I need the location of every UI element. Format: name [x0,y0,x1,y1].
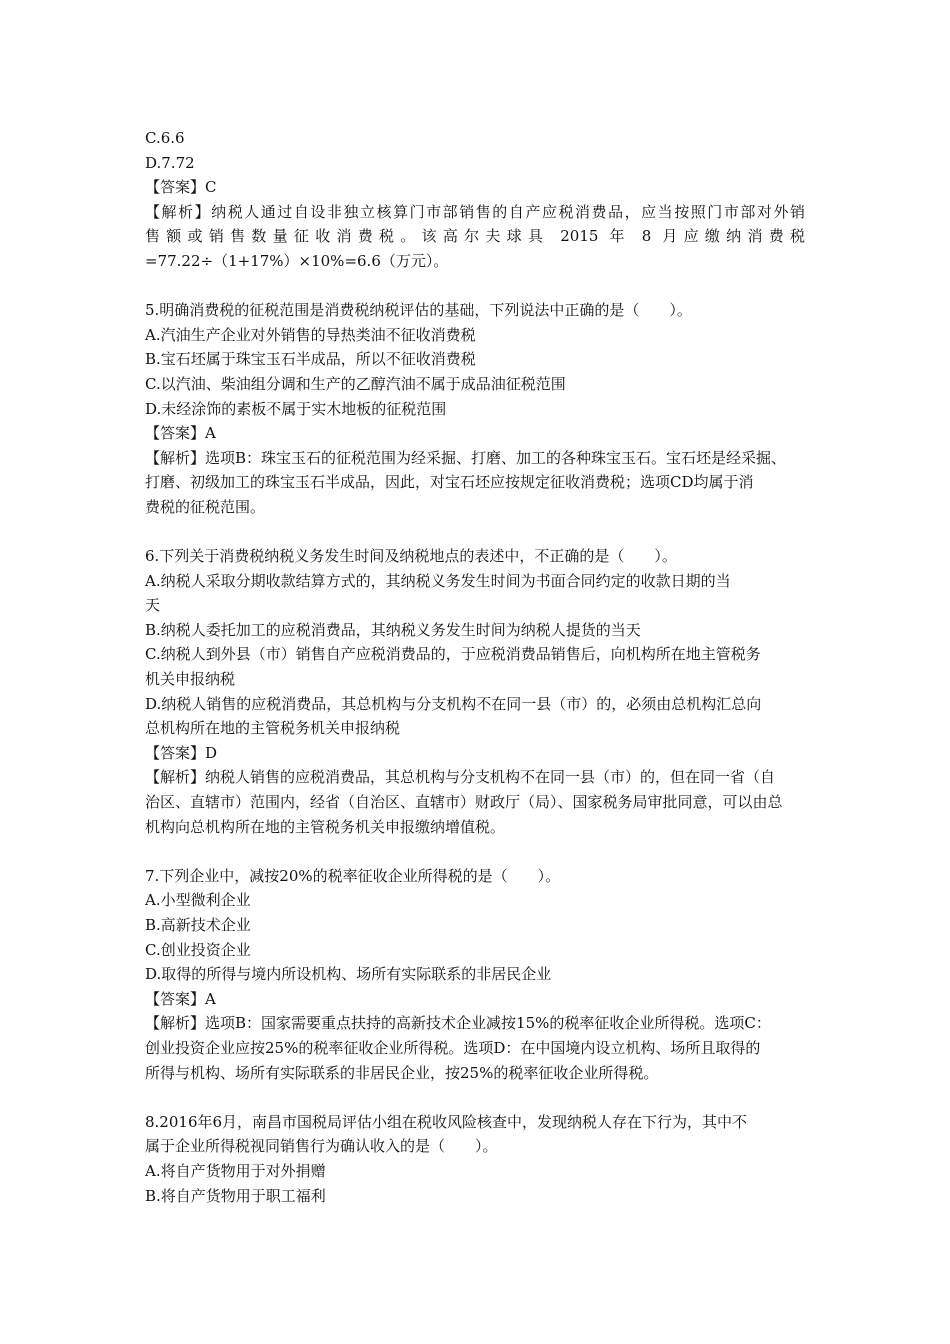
question-7 [145,864,815,1085]
answer: 【答案】D [145,743,218,762]
analysis-line: 【解析】纳税人通过自设非独立核算门市部销售的自产应税消费品，应当按照门市部对外销 [145,202,805,221]
answer: 【答案】A [145,989,216,1008]
analysis-line: 售额或销售数量征收消费税。该高尔夫球具 2015 年 8 月应缴纳消费税 [145,227,805,246]
option-a: A.纳税人采取分期收款结算方式的，其纳税义务发生时间为书面合同约定的收款日期的当 [145,571,731,590]
analysis-line: 机构向总机构所在地的主管税务机关申报缴纳增值税。 [145,817,506,836]
option-b: B.纳税人委托加工的应税消费品，其纳税义务发生时间为纳税人提货的当天 [145,620,641,639]
analysis-line: 所得与机构、场所有实际联系的非居民企业，按25%的税率征收企业所得税。 [145,1063,659,1082]
question-stem: 7.下列企业中，减按20%的税率征收企业所得税的是（ ）。 [145,866,561,885]
option-d: D.纳税人销售的应税消费品，其总机构与分支机构不在同一县（市）的，必须由总机构汇总向 [145,694,762,713]
option-a: A.将自产货物用于对外捐赠 [145,1161,326,1180]
option-b: B.宝石坯属于珠宝玉石半成品，所以不征收消费税 [145,350,476,369]
question-stem: 8.2016年6月，南昌市国税局评估小组在税收风险核查中，发现纳税人存在下行为，其中不 [145,1112,748,1131]
analysis-line: 【解析】纳税人销售的应税消费品，其总机构与分支机构不在同一县（市）的，但在同一省（自 [145,768,776,787]
option-d: D.7.72 [145,153,195,172]
option-a-cont: 天 [145,596,161,615]
option-a: A.小型微利企业 [145,891,251,910]
question-6 [145,544,815,839]
question-5 [145,298,815,519]
option-c: C.6.6 [145,129,185,147]
question-4-tail [145,126,815,274]
option-c: C.以汽油、柴油组分调和生产的乙醇汽油不属于成品油征税范围 [145,374,566,393]
question-stem-cont: 属于企业所得税视同销售行为确认收入的是（ ）。 [145,1137,498,1156]
analysis-line: 费税的征税范围。 [145,497,266,516]
analysis-line: 创业投资企业应按25%的税率征收企业所得税。选项D：在中国境内设立机构、场所且取得的 [145,1038,761,1057]
option-d: D.未经涂饰的素板不属于实木地板的征税范围 [145,399,447,418]
option-c-cont: 机关申报纳税 [145,670,236,689]
question-8 [145,1110,815,1208]
question-stem: 5.明确消费税的征税范围是消费税纳税评估的基础，下列说法中正确的是（ ）。 [145,301,692,320]
option-d-cont: 总机构所在地的主管税务机关申报纳税 [145,719,401,738]
analysis-line: 【解析】选项B：珠宝玉石的征税范围为经采掘、打磨、加工的各种珠宝玉石。宝石坯是经采掘、 [145,448,787,467]
analysis-line: 【解析】选项B：国家需要重点扶持的高新技术企业减按15%的税率征收企业所得税。选项C： [145,1014,771,1033]
option-d: D.取得的所得与境内所设机构、场所有实际联系的非居民企业 [145,965,552,984]
analysis-line: 治区、直辖市）范围内，经省（自治区、直辖市）财政厅（局）、国家税务局审批同意，可以由总 [145,793,783,812]
answer: 【答案】A [145,424,216,443]
option-b: B.高新技术企业 [145,916,251,934]
question-stem: 6.下列关于消费税纳税义务发生时间及纳税地点的表述中，不正确的是（ ）。 [145,547,677,566]
option-c: C.创业投资企业 [145,940,251,959]
analysis-line: 打磨、初级加工的珠宝玉石半成品，因此，对宝石坯应按规定征收消费税；选项CD均属于消 [145,473,754,492]
document-page [145,126,815,1208]
analysis-line: =77.22÷（1+17%）×10%=6.6（万元）。 [145,251,449,270]
option-c: C.纳税人到外县（市）销售自产应税消费品的，于应税消费品销售后，向机构所在地主管税务 [145,645,761,664]
option-b: B.将自产货物用于职工福利 [145,1186,326,1205]
option-a: A.汽油生产企业对外销售的导热类油不征收消费税 [145,325,476,344]
answer: 【答案】C [145,178,217,197]
